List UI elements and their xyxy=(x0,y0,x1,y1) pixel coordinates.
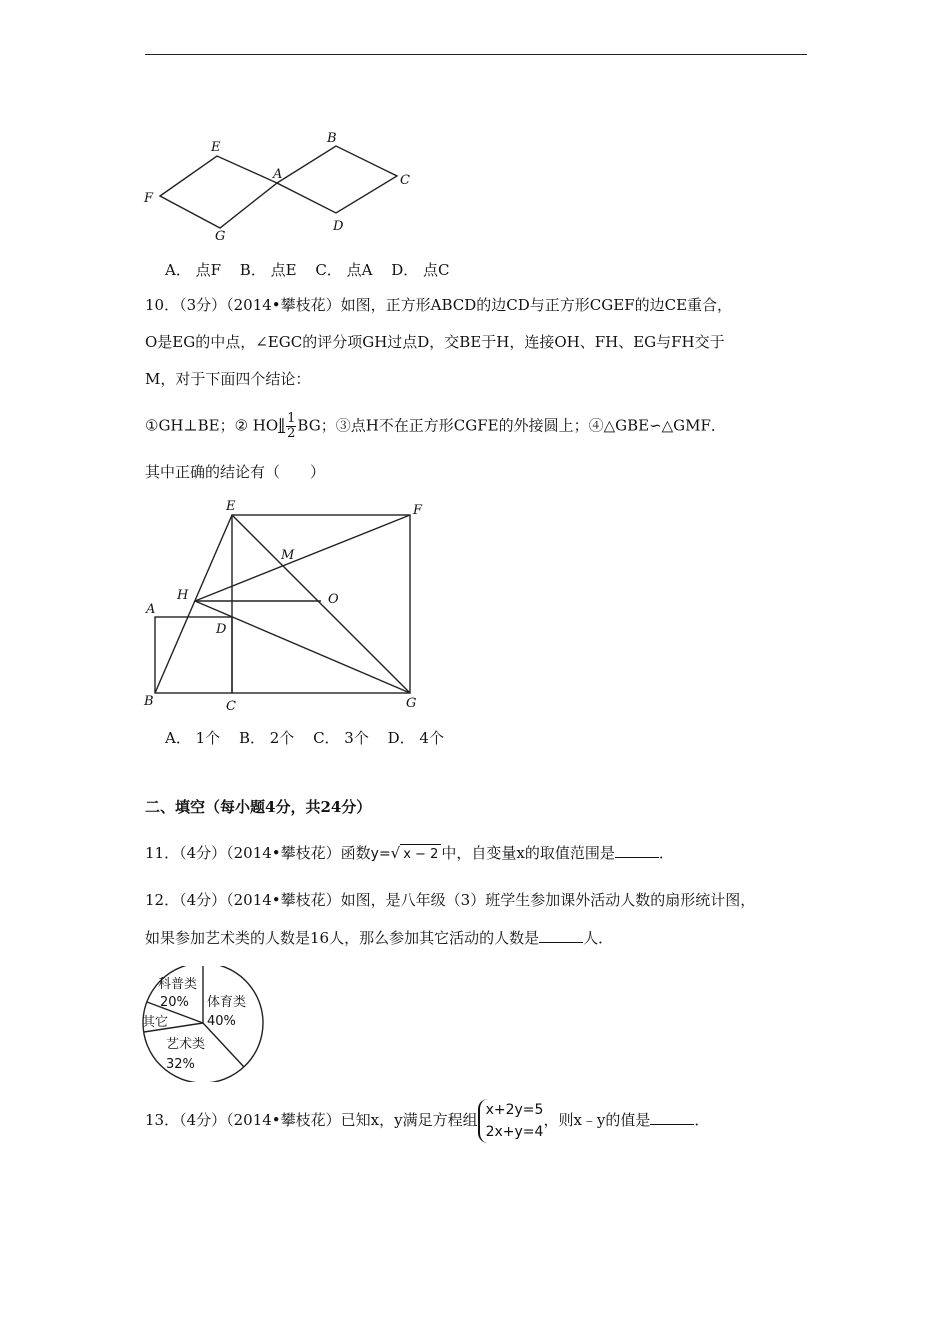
q11-prefix: 11．（4分）（2014•攀枝花）函数 xyxy=(145,844,371,862)
q12-line-1: 12．（4分）（2014•攀枝花）如图，是八年级（3）班学生参加课外活动人数的扇形统计图， xyxy=(145,891,756,909)
q10-label-h: H xyxy=(177,588,189,603)
q9-option-c[interactable]: C． 点A xyxy=(315,261,373,279)
q10-label-g: G xyxy=(406,696,417,711)
q13-end: ． xyxy=(694,1111,710,1129)
q11-end: ． xyxy=(658,844,674,862)
q10-option-c[interactable]: C． 3个 xyxy=(313,729,369,747)
pie-label-science: 科普类 xyxy=(158,977,198,992)
q9-option-b[interactable]: B． 点E xyxy=(239,261,297,279)
q10-label-b: B xyxy=(144,694,154,709)
pie-label-art: 艺术类 xyxy=(166,1037,206,1052)
sqrt-sign-icon: √ xyxy=(390,844,401,862)
q13 xyxy=(145,1098,709,1143)
q10-option-b[interactable]: B． 2个 xyxy=(238,729,295,747)
pie-value-science: 20% xyxy=(160,995,189,1010)
q13-answer-blank[interactable] xyxy=(650,1110,694,1125)
pie-label-sports: 体育类 xyxy=(207,995,247,1010)
q11-fx: y= xyxy=(370,846,391,862)
q10-line-5: 其中正确的结论有（ ） xyxy=(145,463,326,481)
q9-label-a: A xyxy=(273,167,283,182)
q9-label-b: B xyxy=(327,131,337,146)
q10-label-e: E xyxy=(226,499,236,514)
q9-label-f: F xyxy=(144,191,154,206)
parallel-equal-symbol: ∥ xyxy=(278,416,286,435)
q9-label-c: C xyxy=(400,173,410,188)
rhombus-efga xyxy=(160,156,277,228)
q12-line-2 xyxy=(145,928,613,948)
q10-conclusion-text-1: ①GH⊥BE；② HO xyxy=(145,416,279,435)
segment-eg xyxy=(232,515,410,693)
q9-options xyxy=(165,260,463,280)
q10-line-1: 10．（3分）（2014•攀枝花）如图，正方形ABCD的边CD与正方形CGEF的边CE重合， xyxy=(145,296,733,314)
rhombus-abcd xyxy=(277,146,397,213)
q10-line-3: M，对于下面四个结论： xyxy=(145,370,311,388)
half-fraction xyxy=(286,412,296,441)
q13-equation-system xyxy=(478,1099,544,1143)
pie-value-sports: 40% xyxy=(207,1014,236,1029)
q12-pie-chart xyxy=(140,966,270,1082)
q10-option-a[interactable]: A． 1个 xyxy=(165,729,221,747)
q9-label-g: G xyxy=(215,229,226,244)
pie-label-other: 其它 xyxy=(142,1015,169,1030)
q12-text-a: 如果参加艺术类的人数是16人，那么参加其它活动的人数是 xyxy=(145,929,540,947)
pie-value-art: 32% xyxy=(166,1057,195,1072)
q11-radicand: x − 2 xyxy=(400,844,441,865)
q10-conclusion-text-2: BG；③点H不在正方形CGFE的外接圆上；④△GBE∽△GMF． xyxy=(297,416,726,435)
section-2-title: 二、填空（每小题4分，共24分） xyxy=(145,798,372,816)
q13-equation-2: 2x+y=4 xyxy=(485,1124,544,1140)
fraction-numerator: 1 xyxy=(287,411,296,426)
q9-figure xyxy=(140,126,420,246)
q12-text-b: 人． xyxy=(583,929,614,947)
q12-answer-blank[interactable] xyxy=(539,928,583,943)
fraction-denominator: 2 xyxy=(287,426,296,441)
segment-hf xyxy=(195,515,410,601)
q10-label-m: M xyxy=(281,548,295,563)
q10-line-2: O是EG的中点，∠EGC的评分项GH过点D，交BE于H，连接OH、FH、EG与FH交于 xyxy=(145,333,725,351)
q9-option-a[interactable]: A． 点F xyxy=(165,261,222,279)
q13-equation-1: x+2y=5 xyxy=(485,1102,544,1118)
segment-hg xyxy=(195,601,410,693)
q11 xyxy=(145,843,674,865)
segment-be xyxy=(155,515,232,693)
header-rule xyxy=(145,54,807,55)
q10-label-o: O xyxy=(328,592,339,607)
q13-suffix: ，则x﹣y的值是 xyxy=(543,1111,651,1129)
q10-options xyxy=(165,728,458,748)
q11-suffix: 中，自变量x的取值范围是 xyxy=(441,844,615,862)
q10-label-c: C xyxy=(226,699,236,714)
q10-label-f: F xyxy=(413,503,423,518)
q9-option-d[interactable]: D． 点C xyxy=(391,261,450,279)
q10-conclusions xyxy=(145,412,726,441)
q10-label-d: D xyxy=(216,622,227,637)
q13-prefix: 13．（4分）（2014•攀枝花）已知x，y满足方程组 xyxy=(145,1111,478,1129)
q11-answer-blank[interactable] xyxy=(615,843,659,858)
q10-option-d[interactable]: D． 4个 xyxy=(387,729,444,747)
q10-label-a: A xyxy=(146,602,156,617)
q9-label-e: E xyxy=(211,140,221,155)
q10-figure xyxy=(140,495,430,715)
q9-label-d: D xyxy=(333,219,344,234)
